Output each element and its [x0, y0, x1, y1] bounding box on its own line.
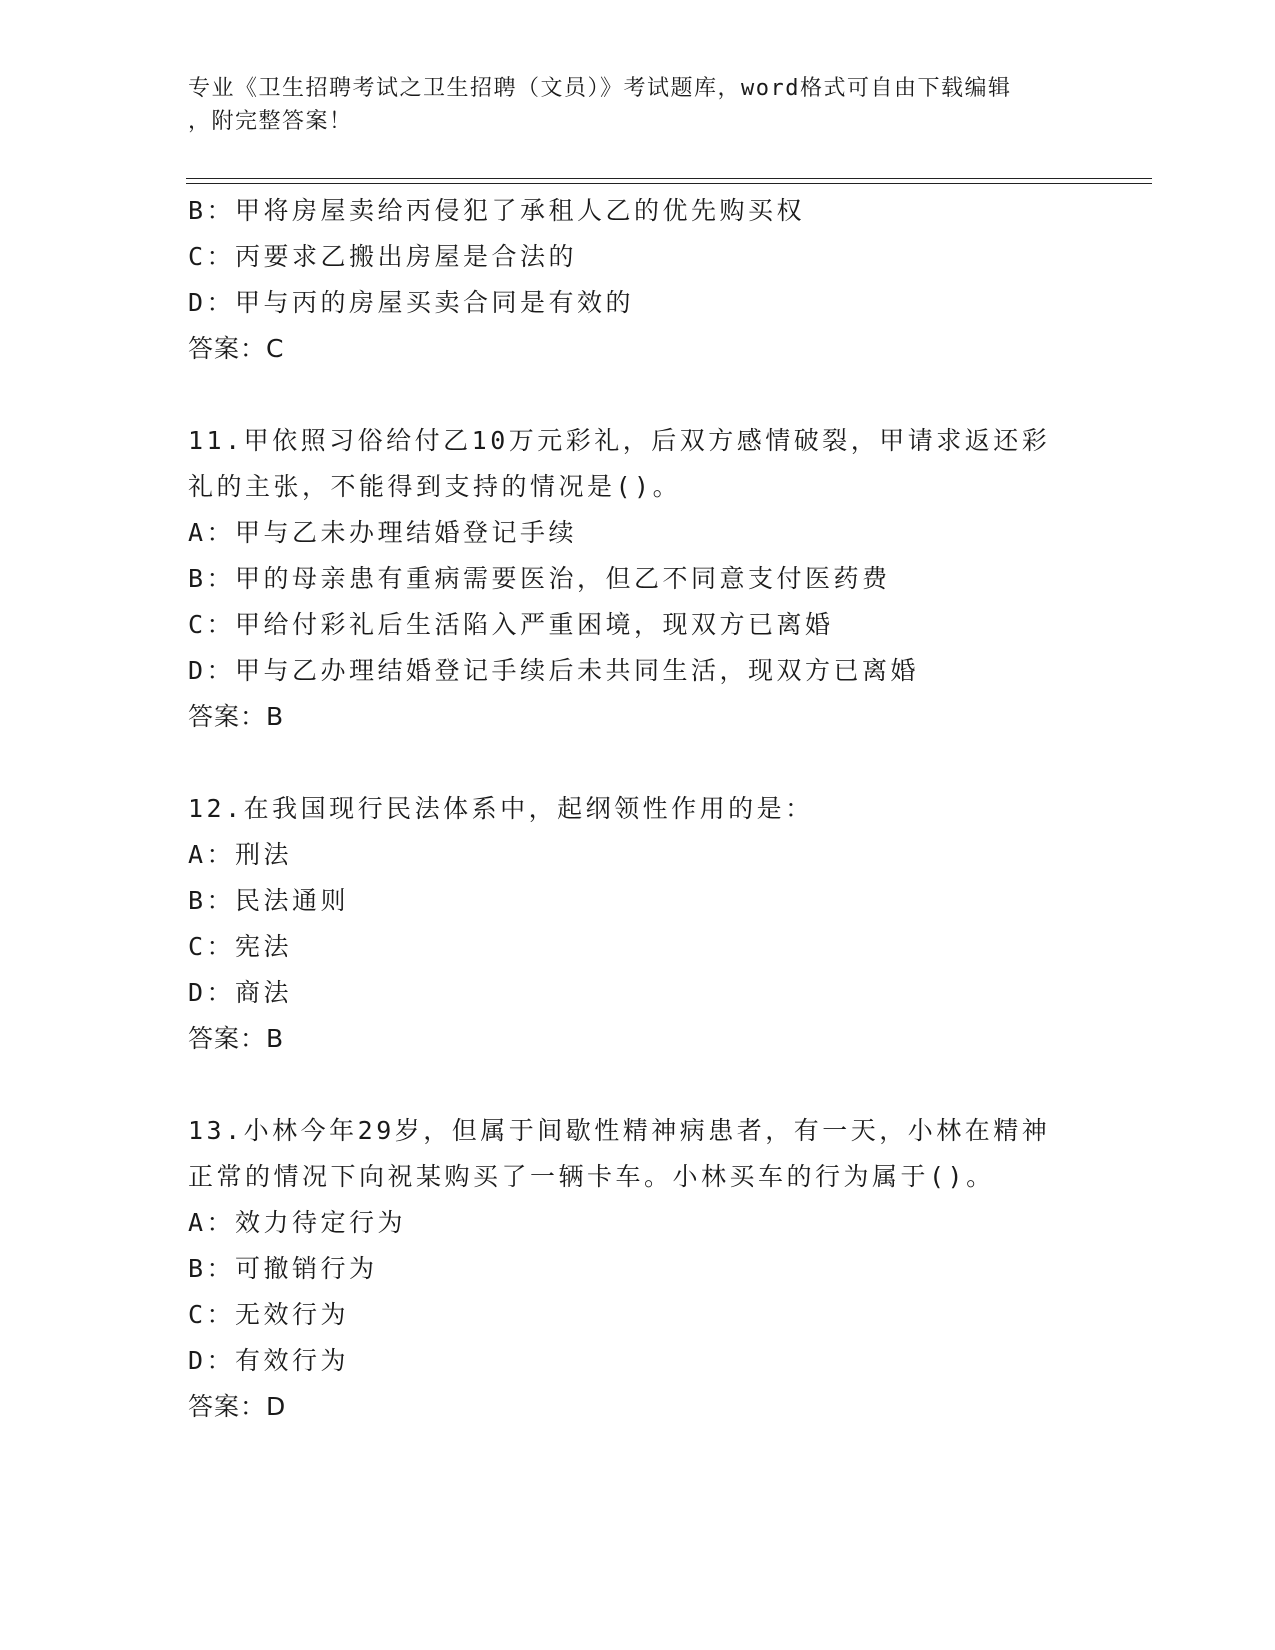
option-b: B：民法通则: [188, 886, 350, 915]
question-text-line-2: 正常的情况下向祝某购买了一辆卡车。小林买车的行为属于()。: [188, 1162, 995, 1191]
option-d: D：甲与乙办理结婚登记手续后未共同生活，现双方已离婚: [188, 656, 920, 685]
question-13: [188, 1108, 1088, 1430]
question-text-line-1: 13.小林今年29岁，但属于间歇性精神病患者，有一天，小林在精神: [188, 1116, 1051, 1145]
question-12: [188, 786, 1088, 1062]
question-11: [188, 418, 1088, 740]
option-a: A：甲与乙未办理结婚登记手续: [188, 518, 578, 547]
option-a: A：效力待定行为: [188, 1208, 407, 1237]
header-line-1: 专业《卫生招聘考试之卫生招聘（文员）》考试题库，word格式可自由下载编辑: [188, 76, 1012, 101]
answer: 答案：B: [188, 1024, 285, 1053]
option-b: B：甲的母亲患有重病需要医治，但乙不同意支付医药费: [188, 564, 891, 593]
option-c: C：宪法: [188, 932, 293, 961]
answer: 答案：C: [188, 334, 285, 363]
header-rule-bottom: [186, 183, 1152, 184]
header-line-2: ，附完整答案！: [188, 109, 353, 134]
option-c: C：无效行为: [188, 1300, 350, 1329]
option-a: A：刑法: [188, 840, 293, 869]
document-header: [188, 72, 1088, 138]
spacer: [188, 372, 1088, 418]
question-list: [188, 188, 1088, 1430]
answer: 答案：D: [188, 1392, 287, 1421]
option-d: D：商法: [188, 978, 293, 1007]
question-10: [188, 188, 1088, 372]
option-c: C：甲给付彩礼后生活陷入严重困境，现双方已离婚: [188, 610, 834, 639]
option-d: D：有效行为: [188, 1346, 350, 1375]
option-c: C：丙要求乙搬出房屋是合法的: [188, 242, 578, 271]
option-d: D：甲与丙的房屋买卖合同是有效的: [188, 288, 635, 317]
question-text-line-2: 礼的主张，不能得到支持的情况是()。: [188, 472, 682, 501]
answer: 答案：B: [188, 702, 285, 731]
spacer: [188, 1062, 1088, 1108]
header-rule-top: [186, 178, 1152, 179]
option-b: B：甲将房屋卖给丙侵犯了承租人乙的优先购买权: [188, 196, 806, 225]
option-b: B：可撤销行为: [188, 1254, 378, 1283]
spacer: [188, 740, 1088, 786]
question-text-line-1: 11.甲依照习俗给付乙10万元彩礼，后双方感情破裂，甲请求返还彩: [188, 426, 1051, 455]
question-text-line-1: 12.在我国现行民法体系中，起纲领性作用的是：: [188, 794, 814, 823]
